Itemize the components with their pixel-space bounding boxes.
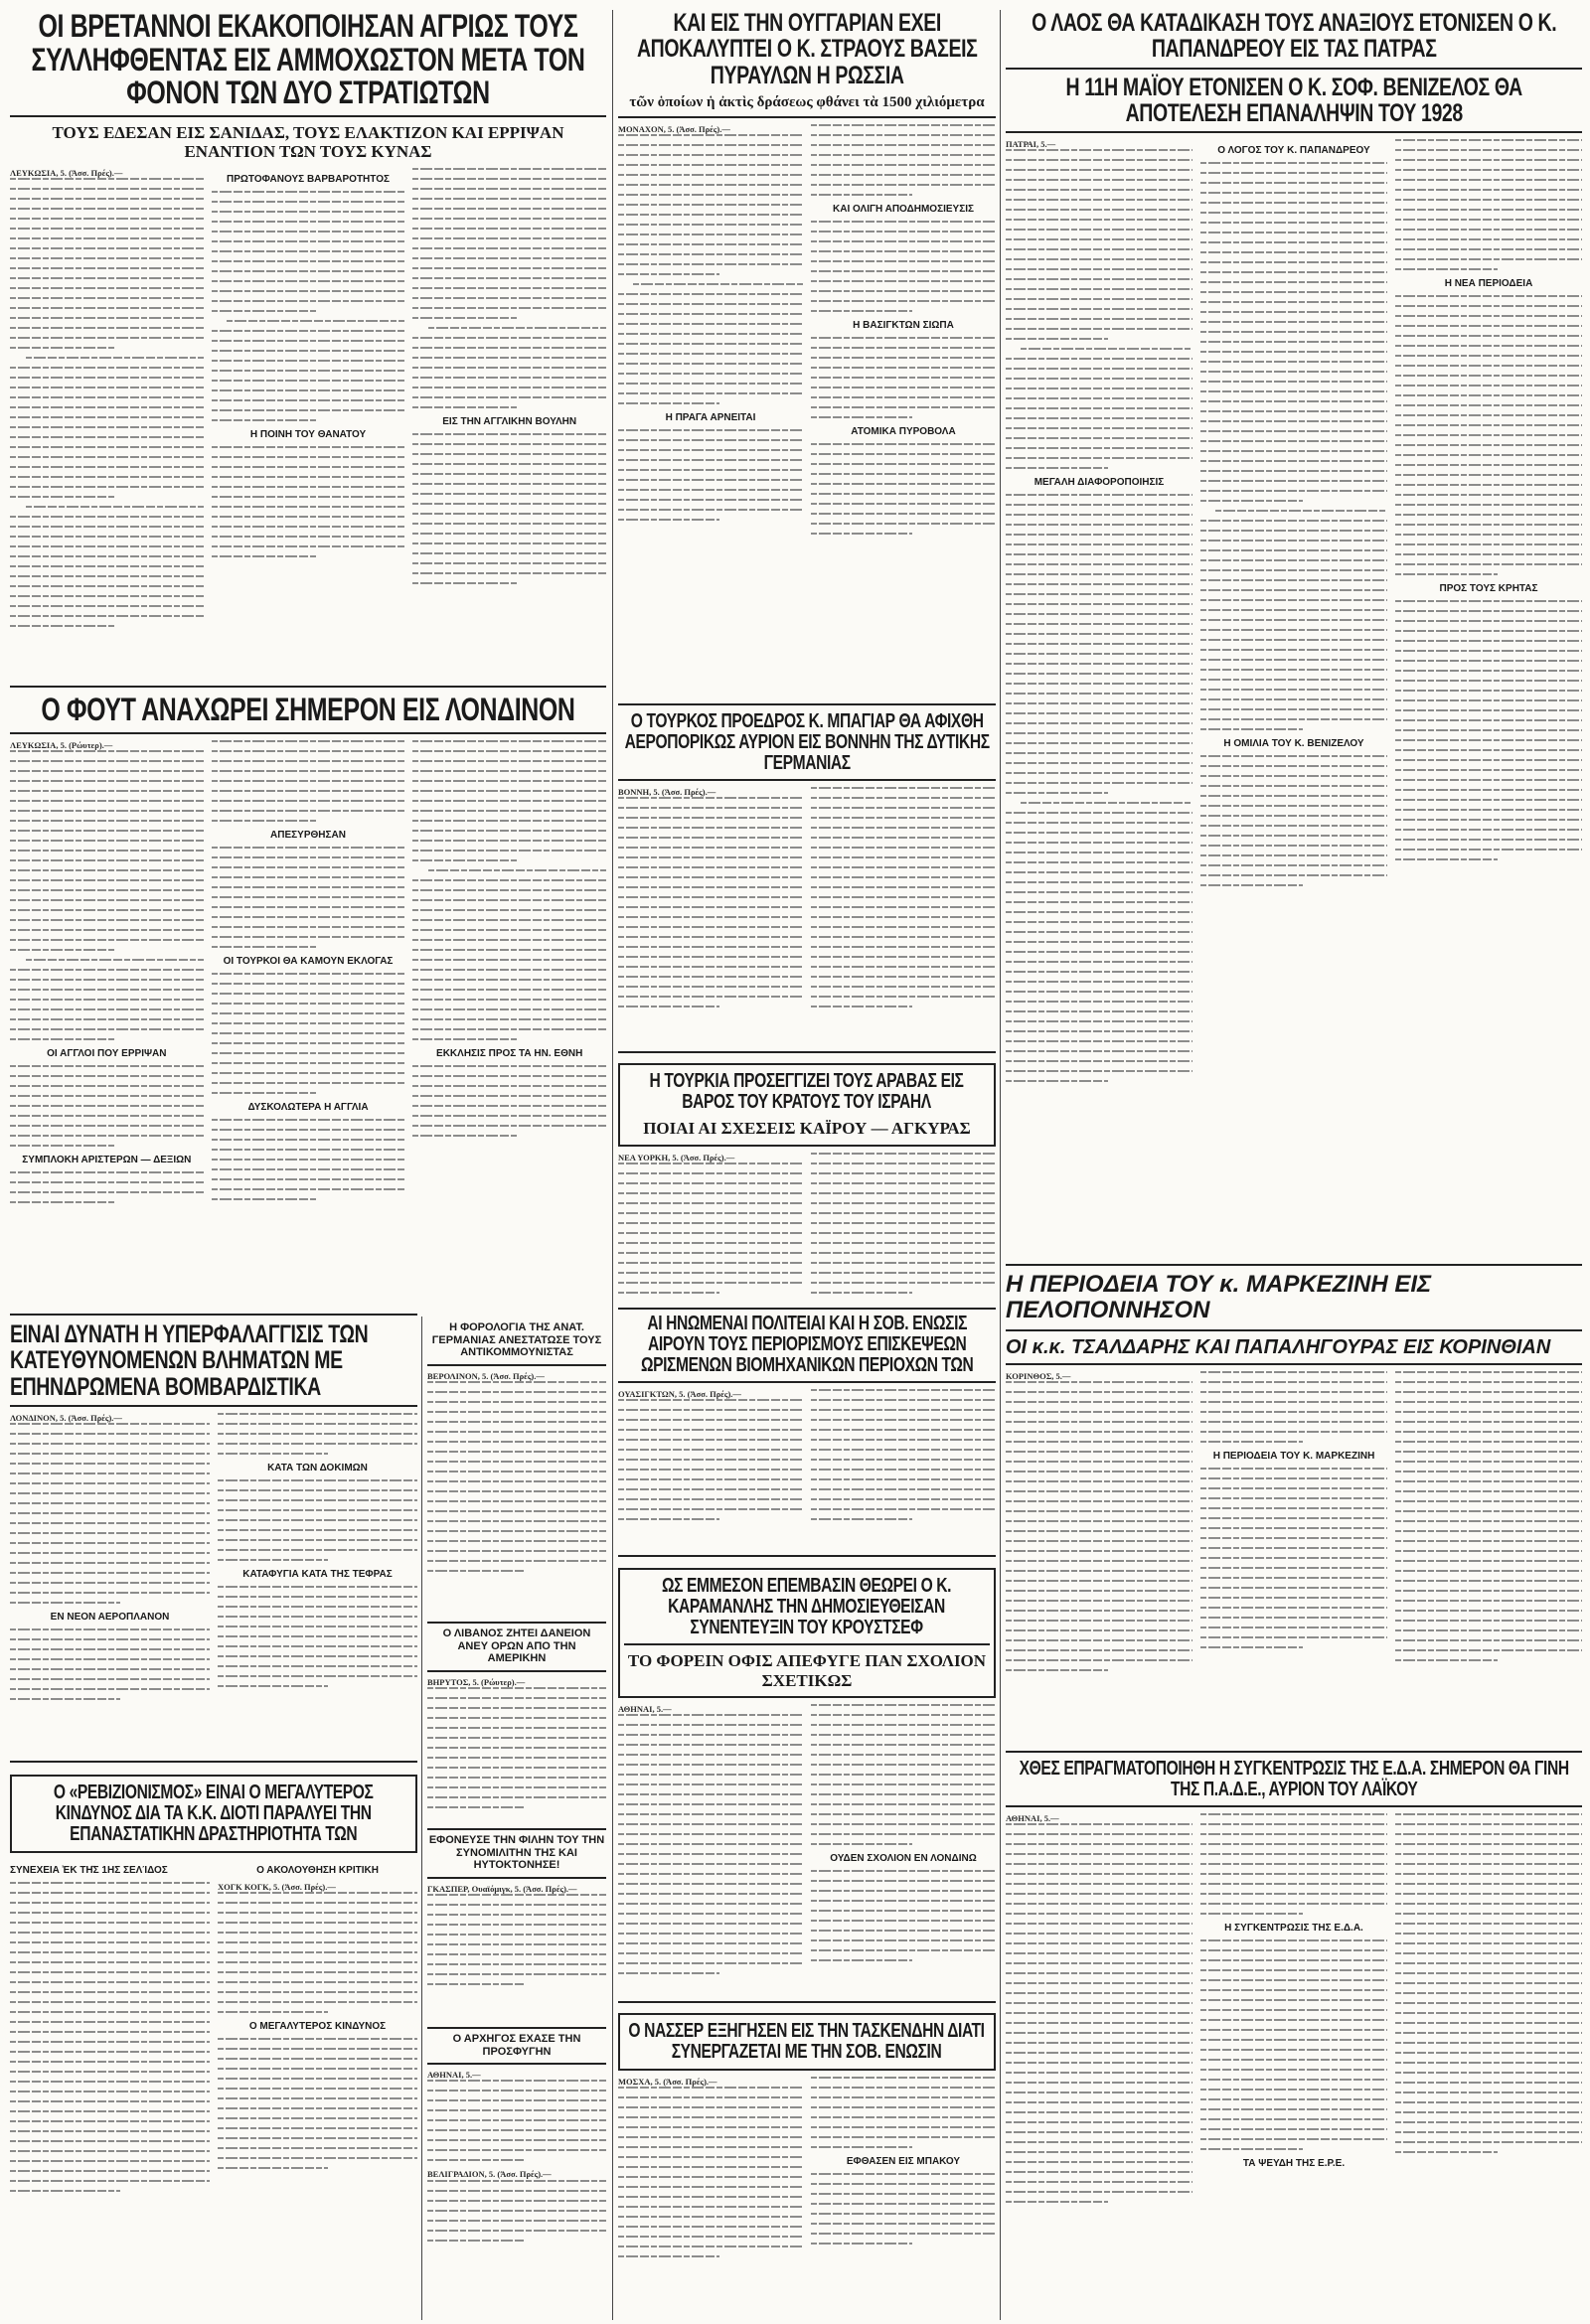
section-head: Ο ΑΚΟΛΟΥΘΗΣΗ ΚΡΙΤΙΚΗ xyxy=(256,1865,379,1876)
text-lines xyxy=(218,1479,417,1561)
article-nasser-tashkent xyxy=(618,2007,996,2320)
dateline: ΜΟΝΑΧΟΝ, 5. (Άσσ. Πρές).— xyxy=(618,124,730,134)
divider xyxy=(10,1314,417,1316)
text-lines xyxy=(618,2087,803,2257)
headline: Ο «ΡΕΒΙΖΙΟΝΙΣΜΟΣ» ΕΙΝΑΙ Ο ΜΕΓΑΛΥΤΕΡΟΣ ΚΙΝΔΥΝΟΣ ΔΙΑ ΤΑ Κ.Κ. ΔΙΟΤΙ ΠΑΡΑΛΥΕΙ ΤΗΝ ΕΠΑΝΑΣΤΑΤΙΚΗΝ ΔΡΑΣΤΗΡΙΟΤΗΤΑ ΤΩΝ xyxy=(54,1782,374,1845)
text-lines xyxy=(1395,1813,1582,2153)
text-lines xyxy=(1200,1813,1387,1915)
text-lines xyxy=(618,134,803,404)
dateline: ΠΑΤΡΑΙ, 5.— xyxy=(1006,139,1056,149)
divider xyxy=(427,2063,606,2065)
text-lines xyxy=(618,1399,803,1520)
text-lines xyxy=(212,973,405,1094)
headline: Η ΦΟΡΟΛΟΓΙΑ ΤΗΣ ΑΝΑΤ. ΓΕΡΜΑΝΙΑΣ ΑΝΕΣΤΑΤΩΣΕ ΤΟΥΣ ΑΝΤΙΚΟΜΜΟΥΝΙΣΤΑΣ xyxy=(431,1321,602,1359)
text-lines xyxy=(10,1628,210,1700)
divider xyxy=(1006,131,1582,133)
headline: Ο ΦΟΥΤ ΑΝΑΧΩΡΕΙ ΣΗΜΕΡΟΝ ΕΙΣ ΛΟΝΔΙΝΟΝ xyxy=(41,694,575,727)
section-head: ΠΡΩΤΟΦΑΝΟΥΣ ΒΑΡΒΑΡΟΤΗΤΟΣ xyxy=(227,173,390,185)
dateline: ΑΘΗΝΑΙ, 5.— xyxy=(1006,1813,1059,1823)
divider xyxy=(618,1555,996,1557)
article-bayar-bonn xyxy=(618,711,996,1049)
headline: ΑΙ ΗΝΩΜΕΝΑΙ ΠΟΛΙΤΕΙΑΙ ΚΑΙ Η ΣΟΒ. ΕΝΩΣΙΣ ΑΙΡΟΥΝ ΤΟΥΣ ΠΕΡΙΟΡΙΣΜΟΥΣ ΕΠΙΣΚΕΨΕΩΝ ΩΡΙΣΜΕΝΩΝ ΒΙΟΜΗΧΑΝΙΚΩΝ ΠΕΡΙΟΧΩΝ ΤΩΝ xyxy=(640,1314,974,1376)
text-lines xyxy=(811,2173,996,2245)
headline-box xyxy=(618,1568,996,1698)
text-lines xyxy=(212,446,405,557)
section-head: ΟΙ ΑΓΓΛΟΙ ΠΟΥ ΕΡΡΙΨΑΝ xyxy=(47,1047,167,1059)
article-british-abuse xyxy=(10,10,606,686)
text-lines xyxy=(1395,139,1582,270)
dateline: ΝΕΑ ΥΟΡΚΗ, 5. (Άσσ. Πρές).— xyxy=(618,1152,735,1162)
article-body xyxy=(618,1704,996,1982)
headline: Ο ΝΑΣΣΕΡ ΕΞΗΓΗΣΕΝ ΕΙΣ ΤΗΝ ΤΑΣΚΕΝΔΗΝ ΔΙΑΤΙ ΣΥΝΕΡΓΑΖΕΤΑΙ ΜΕ ΤΗΝ ΣΟΒ. ΕΝΩΣΙΝ xyxy=(628,2020,986,2063)
divider xyxy=(618,1308,996,1310)
section-head: ΠΡΟΣ ΤΟΥΣ ΚΡΗΤΑΣ xyxy=(1439,583,1538,594)
dateline: ΛΕΥΚΩΣΙΑ, 5. (Ρώυτερ).— xyxy=(10,739,113,750)
divider xyxy=(1006,1264,1582,1266)
article-body xyxy=(618,1153,996,1302)
article-foot-departs xyxy=(10,694,606,1310)
divider xyxy=(618,703,996,705)
headline: Ο ΤΟΥΡΚΟΣ ΠΡΟΕΔΡΟΣ Κ. ΜΠΑΓΙΑΡ ΘΑ ΑΦΙΧΘΗ ΑΕΡΟΠΟΡΙΚΩΣ ΑΥΡΙΟΝ ΕΙΣ ΒΟΝΝΗΝ ΤΗΣ ΔΥΤΙΚΗΣ ΓΕΡΜΑΝΙΑΣ xyxy=(624,711,990,774)
text-lines xyxy=(427,2180,606,2242)
section-head: ΕΝ ΝΕΟΝ ΑΕΡΟΠΛΑΝΟΝ xyxy=(50,1611,170,1623)
article-body xyxy=(618,2077,996,2265)
article-body xyxy=(10,1859,417,2200)
text-lines xyxy=(427,1381,606,1572)
divider xyxy=(427,1877,606,1879)
headline: Ο ΑΡΧΗΓΟΣ ΕΧΑΣΕ ΤΗΝ ΠΡΟΣΦΥΓΗΝ xyxy=(452,2033,581,2058)
dateline: ΧΟΓΚ ΚΟΓΚ, 5. (Άσσ. Πρές).— xyxy=(218,1882,336,1892)
text-lines xyxy=(618,1162,803,1294)
article-strauss-missiles xyxy=(618,10,996,705)
dateline: ΒΕΡΟΛΙΝΟΝ, 5. (Άσσ. Πρές).— xyxy=(427,1370,545,1381)
text-lines xyxy=(618,1714,803,1974)
article-leader-refuge xyxy=(427,2033,606,2316)
text-lines xyxy=(1200,1939,1387,2150)
headline-box xyxy=(10,1775,417,1853)
text-lines xyxy=(427,2080,606,2161)
section-head: ΕΚΚΛΗΣΙΣ ΠΡΟΣ ΤΑ ΗΝ. ΕΘΝΗ xyxy=(436,1047,583,1059)
dateline: ΒΟΝΝΗ, 5. (Άσσ. Πρές).— xyxy=(618,787,716,797)
text-lines xyxy=(10,1171,204,1203)
section-head: ΕΙΣ ΤΗΝ ΑΓΓΛΙΚΗΝ ΒΟΥΛΗΝ xyxy=(442,415,577,427)
divider xyxy=(618,1051,996,1053)
divider xyxy=(10,686,606,688)
text-lines xyxy=(412,168,606,408)
dateline: ΟΥΑΣΙΓΚΤΩΝ, 5. (Άσσ. Πρές).— xyxy=(618,1389,741,1399)
text-lines xyxy=(1395,1371,1582,1661)
subheadline: ΤΟΥΣ ΕΔΕΣΑΝ ΕΙΣ ΣΑΝΙΔΑΣ, ΤΟΥΣ ΕΛΑΚΤΙΖΟΝ ΚΑΙ ΕΡΡΙΨΑΝ ΕΝΑΝΤΙΟΝ ΤΩΝ ΤΟΥΣ ΚΥΝΑΣ xyxy=(52,122,564,162)
headline-box xyxy=(618,1063,996,1147)
divider xyxy=(624,1643,990,1645)
headline: ΧΘΕΣ ΕΠΡΑΓΜΑΤΟΠΟΙΗΘΗ Η ΣΥΓΚΕΝΤΡΩΣΙΣ ΤΗΣ Ε.Δ.Α. ΣΗΜΕΡΟΝ ΘΑ ΓΙΝΗ ΤΗΣ Π.Α.Δ.Ε., ΑΥΡΙΟΝ ΤΟΥ ΛΑΪΚΟΥ xyxy=(1019,1759,1569,1800)
text-lines xyxy=(1006,494,1192,1082)
text-lines xyxy=(1006,149,1192,469)
text-lines xyxy=(811,1389,996,1520)
column-divider xyxy=(421,1317,422,2320)
divider xyxy=(618,116,996,118)
headline: ΟΙ ΒΡΕΤΑΝΝΟΙ ΕΚΑΚΟΠΟΙΗΣΑΝ ΑΓΡΙΩΣ ΤΟΥΣ ΣΥΛΛΗΦΘΕΝΤΑΣ ΕΙΣ ΑΜΜΟΧΩΣΤΟΝ ΜΕΤΑ ΤΟΝ ΦΟΝΟΝ ΤΩΝ ΔΥΟ ΣΤΡΑΤΙΩΤΩΝ xyxy=(31,10,585,111)
section-head: ΟΙ ΤΟΥΡΚΟΙ ΘΑ ΚΑΜΟΥΝ ΕΚΛΟΓΑΣ xyxy=(223,955,394,967)
divider xyxy=(1006,1751,1582,1753)
article-eda-rally xyxy=(1006,1759,1582,2320)
text-lines xyxy=(811,124,996,196)
headline: ΕΙΝΑΙ ΔΥΝΑΤΗ Η ΥΠΕΡΦΑΛΑΓΓΙΣΙΣ ΤΩΝ ΚΑΤΕΥΘΥΝΟΜΕΝΩΝ ΒΛΗΜΑΤΩΝ ΜΕ ΕΠΗΝΔΡΩΜΕΝΑ ΒΟΜΒΑΡΔΙΣΤΙΚΑ xyxy=(10,1321,369,1401)
section-head: Η ΠΕΡΙΟΔΕΙΑ ΤΟΥ Κ. ΜΑΡΚΕΖΙΝΗ xyxy=(1212,1450,1375,1462)
text-lines xyxy=(427,1894,606,1985)
text-lines xyxy=(1395,295,1582,575)
text-lines xyxy=(811,337,996,418)
text-lines xyxy=(10,750,204,1040)
divider xyxy=(10,115,606,117)
article-missiles-bombers xyxy=(10,1321,417,1759)
divider xyxy=(618,779,996,781)
section-head: ΔΥΣΚΟΛΩΤΕΡΑ Η ΑΓΓΛΙΑ xyxy=(247,1101,369,1113)
article-casper-shooting xyxy=(427,1834,606,2023)
section-head: Ο ΜΕΓΑΛΥΤΕΡΟΣ ΚΙΝΔΥΝΟΣ xyxy=(248,2021,387,2033)
headline: ΚΑΙ ΕΙΣ ΤΗΝ ΟΥΓΓΑΡΙΑΝ ΕΧΕΙ ΑΠΟΚΑΛΥΠΤΕΙ Ο Κ. ΣΤΡΑΟΥΣ ΒΑΣΕΙΣ ΠΥΡΑΥΛΩΝ Η ΡΩΣΣΙΑ xyxy=(636,10,978,89)
section-head: Η ΒΑΣΙΓΚΤΩΝ ΣΙΩΠΑ xyxy=(853,320,954,331)
headline: Η ΠΕΡΙΟΔΕΙΑ ΤΟΥ κ. ΜΑΡΚΕΖΙΝΗ ΕΙΣ ΠΕΛΟΠΟΝΝΗΣΟΝ xyxy=(1006,1272,1432,1324)
divider xyxy=(427,1828,606,1830)
text-lines xyxy=(618,797,803,1007)
headline-secondary: Η 11Η ΜΑΪΟΥ ΕΤΟΝΙΣΕΝ Ο Κ. ΣΟΦ. ΒΕΝΙΖΕΛΟΣ ΘΑ ΑΠΟΤΕΛΕΣΗ ΕΠΑΝΑΛΗΨΙΝ ΤΟΥ 1928 xyxy=(1065,73,1522,127)
headline: Ο ΛΙΒΑΝΟΣ ΖΗΤΕΙ ΔΑΝΕΙΟΝ ΑΝΕΥ ΟΡΩΝ ΑΠΟ ΤΗΝ ΑΜΕΡΙΚΗΝ xyxy=(442,1627,591,1665)
headline: Ο ΛΑΟΣ ΘΑ ΚΑΤΑΔΙΚΑΣΗ ΤΟΥΣ ΑΝΑΞΙΟΥΣ ΕΤΟΝΙΣΕΝ Ο Κ. ΠΑΠΑΝΔΡΕΟΥ ΕΙΣ ΤΑΣ ΠΑΤΡΑΣ xyxy=(1031,10,1557,64)
text-lines xyxy=(10,178,204,627)
section-head: ΚΑΤΑΦΥΓΙΑ ΚΑΤΑ ΤΗΣ ΤΕΦΡΑΣ xyxy=(242,1568,393,1580)
article-body xyxy=(1006,1371,1582,1679)
dateline: ΑΘΗΝΑΙ, 5.— xyxy=(427,2070,481,2081)
headline-box xyxy=(618,2013,996,2071)
text-lines xyxy=(811,221,996,312)
text-lines xyxy=(811,1870,996,1961)
dateline: ΑΘΗΝΑΙ, 5.— xyxy=(618,1704,672,1715)
section-head: ΑΠΕΣΥΡΘΗΣΑΝ xyxy=(270,829,346,841)
section-head: ΜΕΓΑΛΗ ΔΙΑΦΟΡΟΠΟΙΗΣΙΣ xyxy=(1034,477,1165,489)
article-papandreou-patras xyxy=(1006,10,1582,1262)
article-revisionism xyxy=(10,1769,417,2320)
text-lines xyxy=(212,740,405,822)
divider xyxy=(1006,1363,1582,1365)
divider xyxy=(1006,1329,1582,1331)
divider xyxy=(10,1405,417,1407)
section-head: ΚΑΤΑ ΤΩΝ ΔΟΚΙΜΩΝ xyxy=(267,1462,368,1473)
text-lines xyxy=(10,1065,204,1147)
divider xyxy=(427,1364,606,1366)
divider xyxy=(618,2001,996,2003)
subheadline: ΠΟΙΑΙ ΑΙ ΣΧΕΣΕΙΣ ΚΑΪΡΟΥ — ΑΓΚΥΡΑΣ xyxy=(643,1119,971,1138)
dateline: ΓΚΑΣΠΕΡ, Ουαϊόμιγκ, 5. (Άσσ. Πρές).— xyxy=(427,1883,577,1894)
section-head: Η ΠΟΙΝΗ ΤΟΥ ΘΑΝΑΤΟΥ xyxy=(249,428,367,440)
article-lebanon-loan xyxy=(427,1627,606,1826)
subheadline: ΟΙ κ.κ. ΤΣΑΛΔΑΡΗΣ ΚΑΙ ΠΑΠΑΛΗΓΟΥΡΑΣ ΕΙΣ ΚΟΡΙΝΘΙΑΝ xyxy=(1006,1335,1551,1358)
text-lines xyxy=(1006,1823,1192,2203)
section-head: ΟΥΔΕΝ ΣΧΟΛΙΟΝ ΕΝ ΛΟΝΔΙΝΩ xyxy=(830,1853,977,1865)
continuation-label: ΣΥΝΕΧΕΙΑ ἘΚ ΤΗ͂Σ 1ΗΣ ΣΕΛΊΔΟΣ xyxy=(10,1865,168,1876)
article-markezinis-tour xyxy=(1006,1272,1582,1749)
text-lines xyxy=(1395,600,1582,860)
text-lines xyxy=(1200,162,1387,730)
article-body xyxy=(10,168,606,635)
divider xyxy=(10,1761,417,1763)
text-lines xyxy=(212,191,405,421)
dateline: ΛΕΥΚΩΣΙΑ, 5. (Άσσ. Πρές).— xyxy=(10,167,123,178)
text-lines xyxy=(618,429,803,521)
divider xyxy=(427,2027,606,2029)
article-us-ussr-visits xyxy=(618,1314,996,1552)
section-head: ΕΦΘΑΣΕΝ ΕΙΣ ΜΠΑΚΟΥ xyxy=(846,2156,961,2167)
divider xyxy=(618,1381,996,1383)
text-lines xyxy=(212,1119,405,1200)
divider xyxy=(1006,1805,1582,1807)
text-lines xyxy=(811,443,996,535)
headline: ΩΣ ΕΜΜΕΣΟΝ ΕΠΕΜΒΑΣΙΝ ΘΕΩΡΕΙ Ο Κ. ΚΑΡΑΜΑΝΛΗΣ ΤΗΝ ΔΗΜΟΣΙΕΥΘΕΙΣΑΝ ΣΥΝΕΝΤΕΥΞΙΝ ΤΟΥ ΚΡΟΥΣΤΣΕΦ xyxy=(662,1575,952,1638)
section-head: ΣΥΜΠΛΟΚΗ ΑΡΙΣΤΕΡΩΝ — ΔΕΞΙΩΝ xyxy=(22,1154,192,1165)
dateline: ΛΟΝΔΙΝΟΝ, 5. (Άσσ. Πρές).— xyxy=(10,1412,122,1423)
section-head: Η ΠΡΑΓΑ ΑΡΝΕΙΤΑΙ xyxy=(665,412,756,424)
section-head: Ο ΛΟΓΟΣ ΤΟΥ Κ. ΠΑΠΑΝΔΡΕΟΥ xyxy=(1217,145,1370,156)
article-body xyxy=(1006,1813,1582,2211)
text-lines xyxy=(218,1413,417,1455)
text-lines xyxy=(811,787,996,1007)
text-lines xyxy=(811,1153,996,1294)
dateline: ΒΕΛΙΓΡΑΔΙΟΝ, 5. (Άσσ. Πρές).— xyxy=(427,2169,552,2180)
article-body xyxy=(618,124,996,542)
column-divider xyxy=(1000,10,1001,2320)
text-lines xyxy=(10,1423,210,1604)
article-body xyxy=(618,1389,996,1528)
subheadline: ΤΟ ΦΟΡΕΙΝ ΟΦΙΣ ΑΠΕΦΥΓΕ ΠΑΝ ΣΧΟΛΙΟΝ ΣΧΕΤΙΚΩΣ xyxy=(627,1651,987,1690)
headline: Η ΤΟΥΡΚΙΑ ΠΡΟΣΕΓΓΙΖΕΙ ΤΟΥΣ ΑΡΑΒΑΣ ΕΙΣ ΒΑΡΟΣ ΤΟΥ ΚΡΑΤΟΥΣ ΤΟΥ ΙΣΡΑΗΛ xyxy=(650,1070,964,1113)
divider xyxy=(10,732,606,734)
text-lines xyxy=(412,740,606,1040)
section-head: ΚΑΙ ΟΛΙΓΗ ΑΠΟΔΗΜΟΣΙΕΥΣΙΣ xyxy=(833,204,974,215)
article-karamanlis-khrushchev xyxy=(618,1562,996,1999)
divider xyxy=(1006,68,1582,70)
text-lines xyxy=(1200,755,1387,886)
article-body xyxy=(1006,139,1582,1090)
article-body xyxy=(10,740,606,1211)
section-head: Η ΝΕΑ ΠΕΡΙΟΔΕΙΑ xyxy=(1444,278,1533,289)
text-lines xyxy=(218,1586,417,1687)
headline: ΕΦΟΝΕΥΣΕ ΤΗΝ ΦΙΛΗΝ ΤΟΥ ΤΗΝ ΣΥΝΟΜΙΛΙΤΗΝ ΤΗΣ ΚΑΙ ΗΥΤΟΚΤΟΝΗΣΕ! xyxy=(428,1834,605,1872)
text-lines xyxy=(212,847,405,948)
column-divider xyxy=(612,10,613,2320)
section-head: ΑΤΟΜΙΚΑ ΠΥΡΟΒΟΛΑ xyxy=(851,426,956,437)
section-head: Η ΣΥΓΚΕΝΤΡΩΣΙΣ ΤΗΣ Ε.Δ.Α. xyxy=(1224,1923,1363,1934)
section-head: ΤΑ ΨΕΥΔΗ ΤΗΣ Ε.Ρ.Ε. xyxy=(1242,2158,1346,2169)
article-body xyxy=(618,787,996,1015)
article-east-germany-tax xyxy=(427,1321,606,1620)
text-lines xyxy=(10,1882,210,2192)
text-lines xyxy=(811,1704,996,1845)
article-body xyxy=(10,1413,417,1708)
dateline: ΜΟΣΧΑ, 5. (Άσσ. Πρές).— xyxy=(618,2077,717,2087)
text-lines xyxy=(811,2077,996,2148)
text-lines xyxy=(1006,1381,1192,1671)
dateline: ΚΟΡΙΝΘΟΣ, 5.— xyxy=(1006,1370,1071,1381)
section-head: Η ΟΜΙΛΙΑ ΤΟΥ Κ. ΒΕΝΙΖΕΛΟΥ xyxy=(1223,738,1364,749)
divider xyxy=(427,1622,606,1624)
subheadline: τῶν ὁποίων ἡ ἀκτὶς δράσεως φθάνει τὰ 1500 χιλιόμετρα xyxy=(629,93,985,110)
text-lines xyxy=(218,2038,417,2169)
text-lines xyxy=(1200,1371,1387,1443)
text-lines xyxy=(412,1065,606,1137)
text-lines xyxy=(427,1687,606,1808)
divider xyxy=(427,1670,606,1672)
text-lines xyxy=(412,433,606,584)
text-lines xyxy=(1200,1468,1387,1648)
article-turkey-arabs xyxy=(618,1057,996,1306)
text-lines xyxy=(218,1892,417,2013)
dateline: ΒΗΡΥΤΟΣ, 5. (Ρώυτερ).— xyxy=(427,1676,526,1687)
